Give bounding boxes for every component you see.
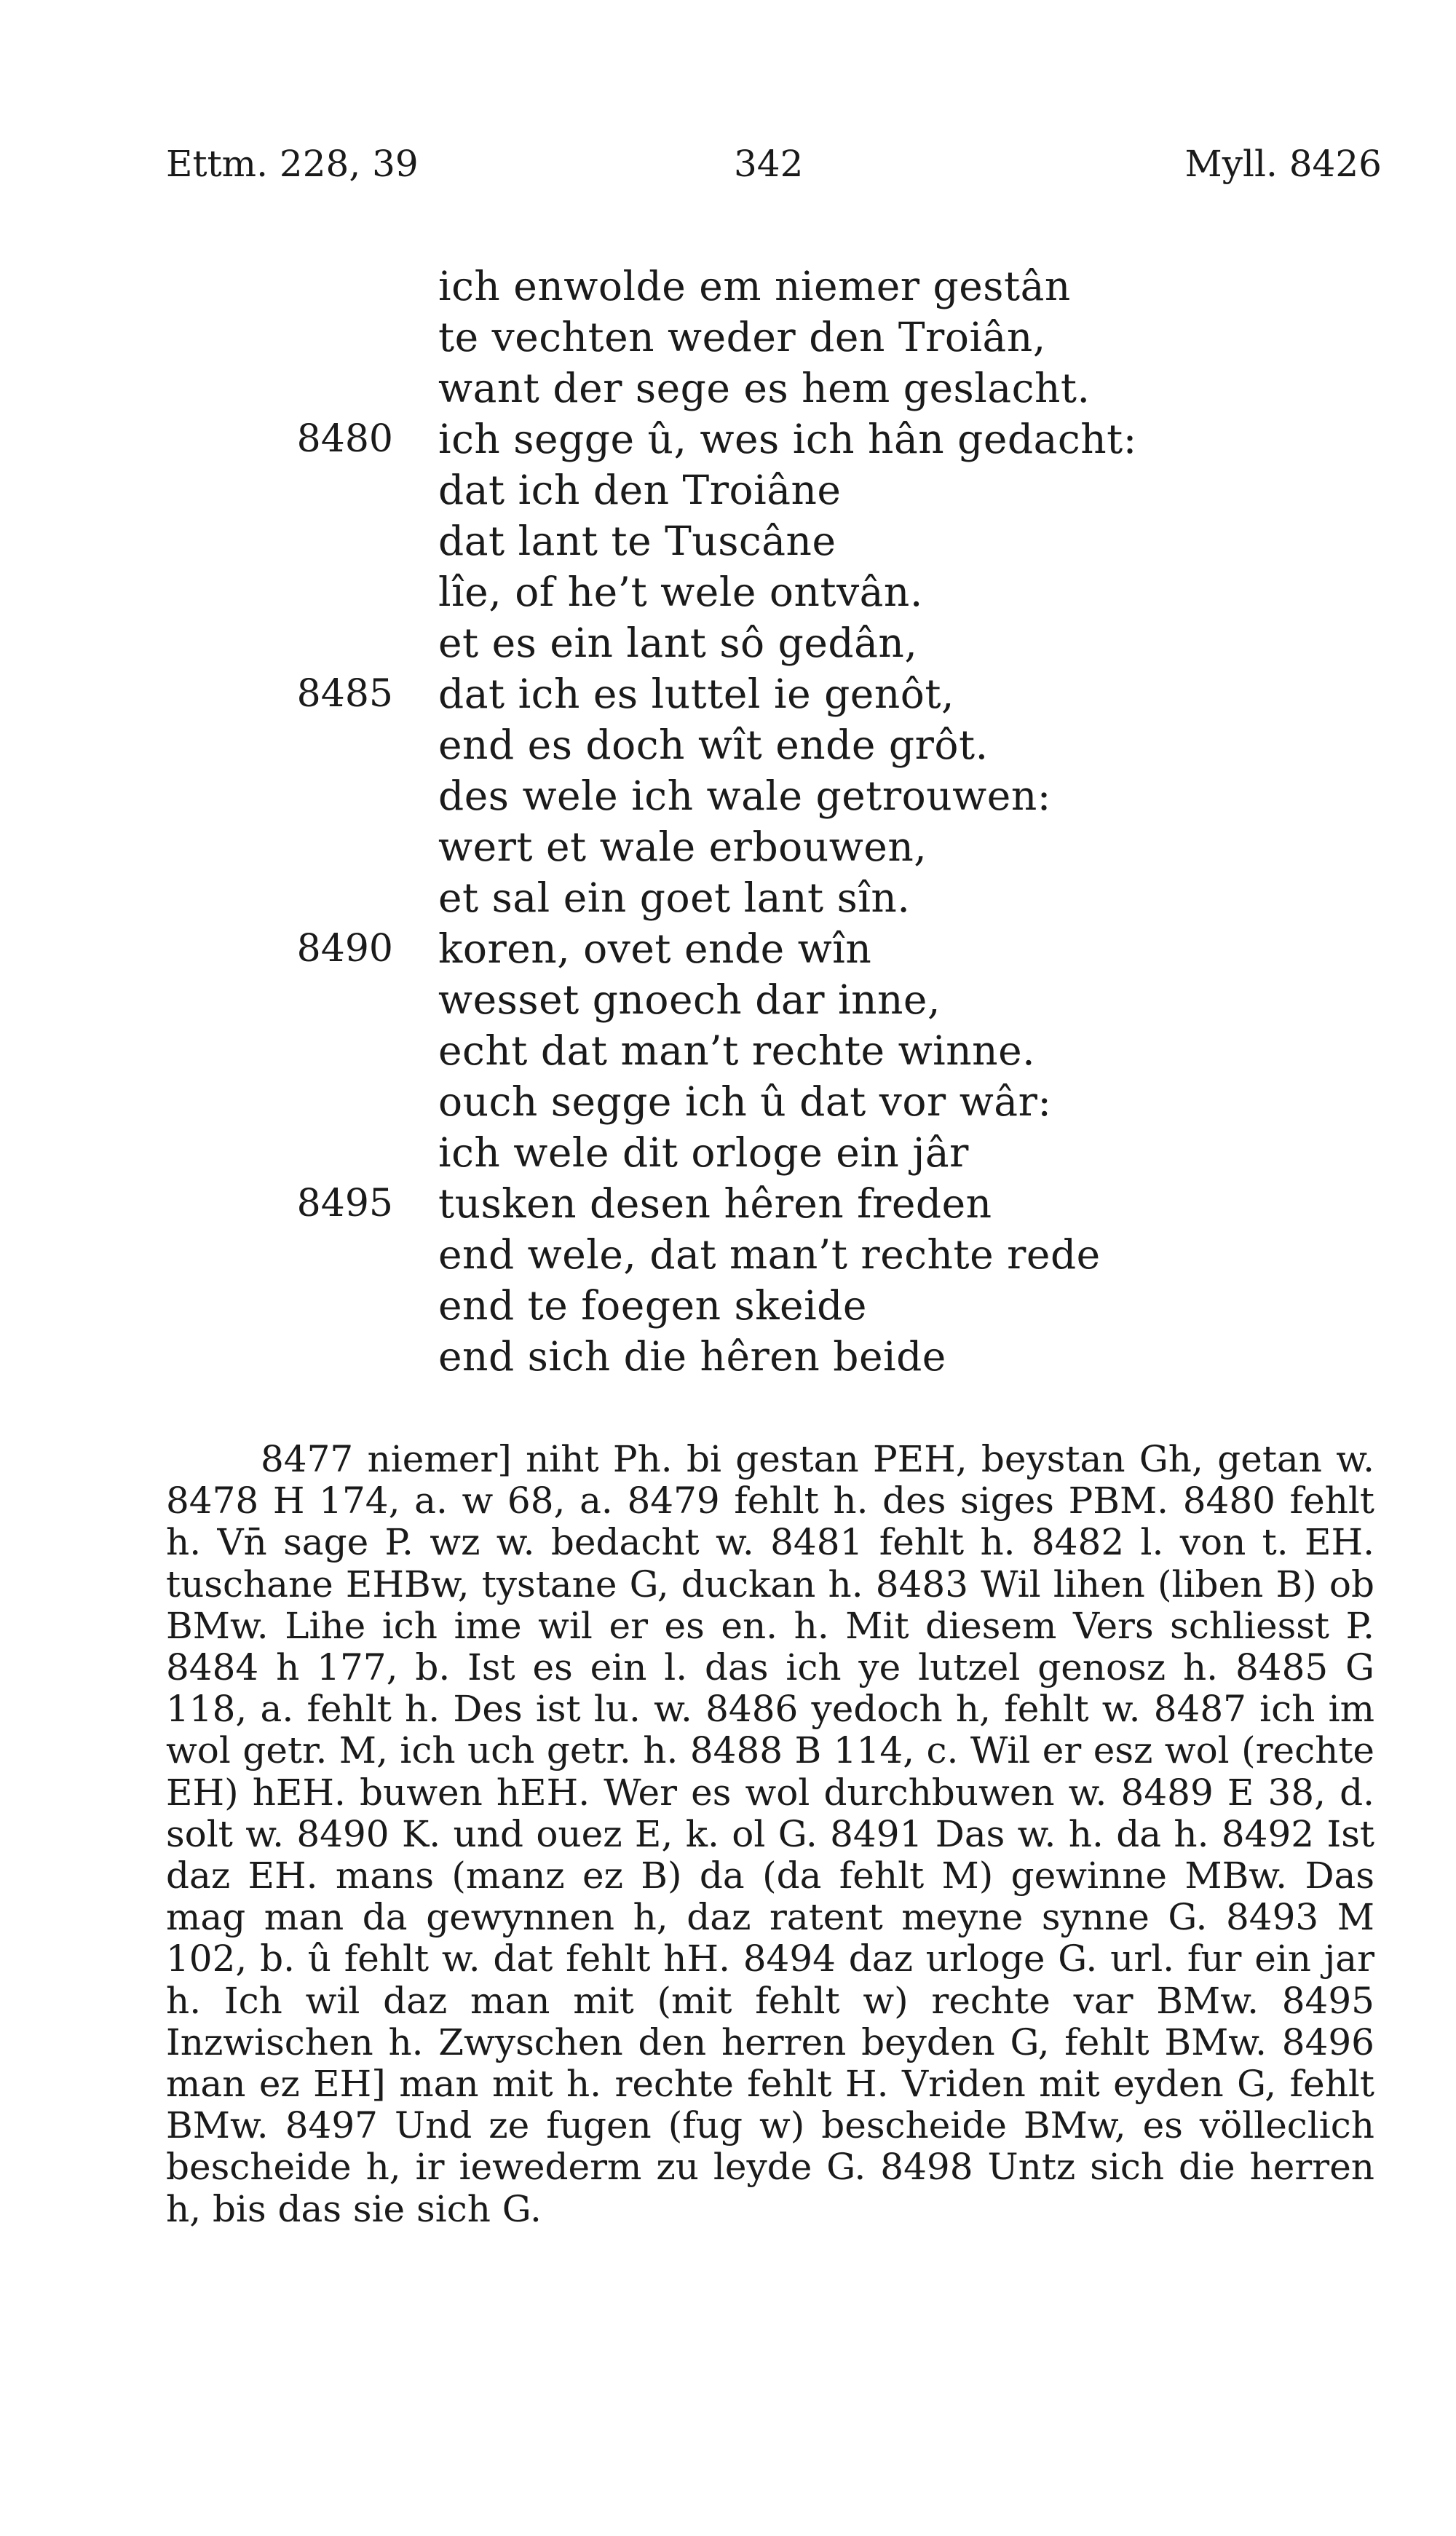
line-number: 8490 xyxy=(296,927,393,971)
verse-text: koren, ovet ende wîn xyxy=(438,925,872,972)
verse-line xyxy=(0,566,1456,617)
verse-line xyxy=(0,1025,1456,1076)
verse-text: te vechten weder den Troiân, xyxy=(438,314,1046,360)
verse-text: lîe, of he’t wele ontvân. xyxy=(438,569,923,615)
verse-line xyxy=(0,1127,1456,1178)
line-number: 8480 xyxy=(296,417,393,461)
verse-text: end sich die hêren beide xyxy=(438,1333,946,1380)
verse-text: et sal ein goet lant sîn. xyxy=(438,874,911,921)
verse-line xyxy=(0,1076,1456,1127)
verse-line xyxy=(0,1229,1456,1280)
verse-text: ich enwolde em niemer gestân xyxy=(438,263,1071,309)
verse-text: et es ein lant sô gedân, xyxy=(438,620,918,666)
verse-line xyxy=(0,821,1456,872)
verse-text: dat ich den Troiâne xyxy=(438,467,842,513)
verse-text: des wele ich wale getrouwen: xyxy=(438,773,1051,819)
line-number: 8485 xyxy=(296,672,393,716)
verse-text: end te foegen skeide xyxy=(438,1282,867,1329)
verse-line xyxy=(0,465,1456,516)
verse-text: end wele, dat man’t rechte rede xyxy=(438,1231,1101,1278)
critical-apparatus: 8477 niemer] niht Ph. bi gestan PEH, beystan Gh, getan w. 8478 H 174, a. w 68, a. 8479 fehlt h. des siges PBM. 8480 fehlt h. Vn̄ sage P. wz w. bedacht w. 8481 fehlt h. 8482 l. von t. EH. tuschane EHBw, tystane G, duckan h. 8483 Wil lihen (liben B) ob BMw. Lihe ich ime wil er es en. h. Mit diesem Vers schliesst P. 8484 h 177, b. Ist es ein l. das ich ye lutzel genosz h. 8485 G 118, a. fehlt h. Des ist lu. w. 8486 yedoch h, fehlt w. 8487 ich im wol getr. M, ich uch getr. h. 8488 B 114, c. Wil er esz wol (rechte EH) hEH. buwen hEH. Wer es wol durchbuwen w. 8489 E 38, d. solt w. 8490 K. und ouez E, k. ol G. 8491 Das w. h. da h. 8492 Ist daz EH. mans (manz ez B) da (da fehlt M) gewinne MBw. Das mag man da gewynnen h, daz ratent meyne synne G. 8493 M 102, b. û fehlt w. dat fehlt hH. 8494 daz urloge G. url. fur ein jar h. Ich wil daz man mit (mit fehlt w) rechte var BMw. 8495 Inzwischen h. Zwyschen den herren beyden G, fehlt BMw. 8496 man ez EH] man mit h. rechte fehlt H. Vriden mit eyden G, fehlt BMw. 8497 Und ze fugen (fug w) bescheide BMw, es vӧlleclich bescheide h, ir iewederm zu leyde G. 8498 Untz sich die herren h, bis das sie sich G. xyxy=(166,1438,1374,2230)
verse-text: wesset gnoech dar inne, xyxy=(438,976,941,1023)
verse-line xyxy=(0,1331,1456,1382)
verse-line xyxy=(0,770,1456,821)
verse-line xyxy=(0,923,1456,974)
verse-line xyxy=(0,516,1456,566)
header-left: Ettm. 228, 39 xyxy=(166,143,419,185)
verse-text: dat ich es luttel ie genôt, xyxy=(438,671,954,717)
verse-line xyxy=(0,617,1456,668)
verse-line xyxy=(0,261,1456,312)
verse-block xyxy=(0,261,1456,1382)
verse-text: ich segge û, wes ich hân gedacht: xyxy=(438,416,1137,462)
verse-line xyxy=(0,414,1456,465)
verse-line xyxy=(0,974,1456,1025)
verse-line xyxy=(0,719,1456,770)
verse-line xyxy=(0,312,1456,363)
line-number: 8495 xyxy=(296,1182,393,1225)
verse-line xyxy=(0,872,1456,923)
verse-line xyxy=(0,1178,1456,1229)
header-right: Myll. 8426 xyxy=(1184,143,1382,185)
verse-text: echt dat man’t rechte winne. xyxy=(438,1027,1036,1074)
verse-line xyxy=(0,1280,1456,1331)
verse-text: end es doch wît ende grôt. xyxy=(438,722,989,768)
verse-text: want der sege es hem geslacht. xyxy=(438,365,1091,411)
verse-text: ouch segge ich û dat vor wâr: xyxy=(438,1078,1052,1125)
verse-text: dat lant te Tuscâne xyxy=(438,518,836,564)
verse-line xyxy=(0,363,1456,414)
verse-text: ich wele dit orloge ein jâr xyxy=(438,1129,969,1176)
verse-text: wert et wale erbouwen, xyxy=(438,823,927,870)
verse-text: tusken desen hêren freden xyxy=(438,1180,992,1227)
page-number: 342 xyxy=(734,143,804,185)
running-header xyxy=(166,138,1382,189)
verse-line xyxy=(0,668,1456,719)
